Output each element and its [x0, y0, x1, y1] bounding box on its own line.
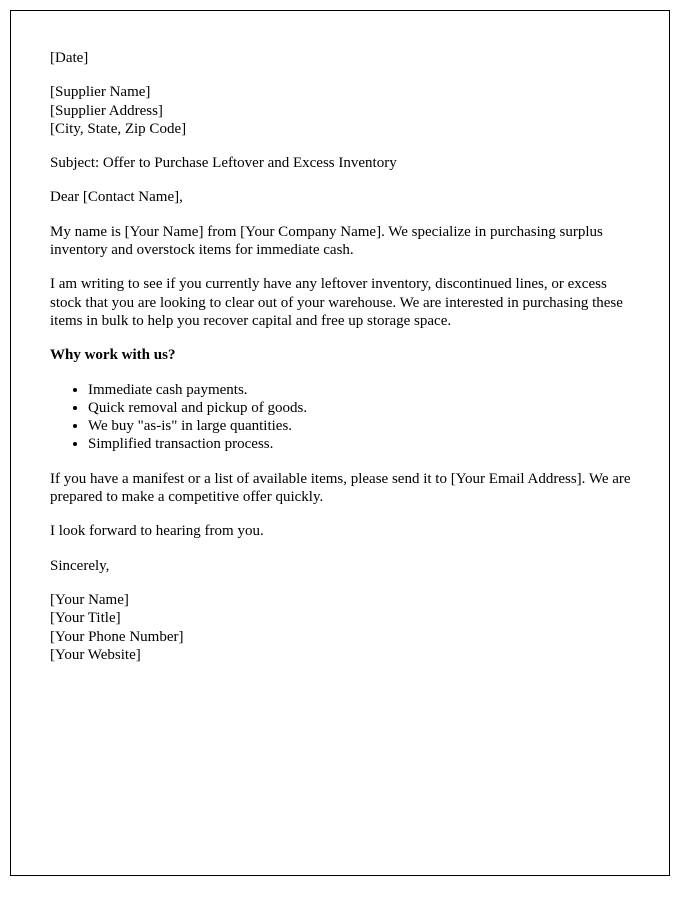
subject-line: Subject: Offer to Purchase Leftover and Excess Inventory [50, 155, 397, 172]
cta-paragraph: If you have a manifest or a list of available items, please send it to [Your Email Address]. We are prepared to make a competitive offer quickly. [50, 470, 631, 506]
closing-line: I look forward to hearing from you. [50, 523, 264, 540]
signature-name-line: [Your Name] [50, 591, 129, 608]
benefit-item: • Immediate cash payments. [88, 381, 631, 399]
benefits-list [50, 381, 631, 454]
signature-website-line: [Your Website] [50, 646, 141, 663]
signoff-line: Sincerely, [50, 557, 110, 574]
body-paragraph: I am writing to see if you currently have any leftover inventory, discontinued lines, or excess stock that you are looking to clear out of your warehouse. We are interested in purchasing these items in bulk to help you recover capital and free up storage space. [50, 276, 623, 329]
page-border [10, 10, 670, 876]
recipient-name-line: [Supplier Name] [50, 84, 151, 101]
benefit-item: • Simplified transaction process. [88, 435, 631, 453]
signature-phone-line: [Your Phone Number] [50, 628, 184, 645]
recipient-block [50, 83, 631, 138]
benefit-item: • We buy "as-is" in large quantities. [88, 417, 631, 435]
letter-content [11, 11, 669, 664]
date-line: [Date] [50, 50, 89, 66]
salutation-line: Dear [Contact Name], [50, 189, 183, 206]
recipient-address-line: [Supplier Address] [50, 102, 163, 119]
signature-title-line: [Your Title] [50, 610, 121, 627]
benefit-item: • Quick removal and pickup of goods. [88, 399, 631, 417]
intro-paragraph: My name is [Your Name] from [Your Company Name]. We specialize in purchasing surplus inventory and overstock items for immediate cash. [50, 223, 603, 259]
signature-block [50, 591, 631, 664]
benefits-heading: Why work with us? [50, 347, 176, 364]
recipient-city-line: [City, State, Zip Code] [50, 120, 187, 137]
